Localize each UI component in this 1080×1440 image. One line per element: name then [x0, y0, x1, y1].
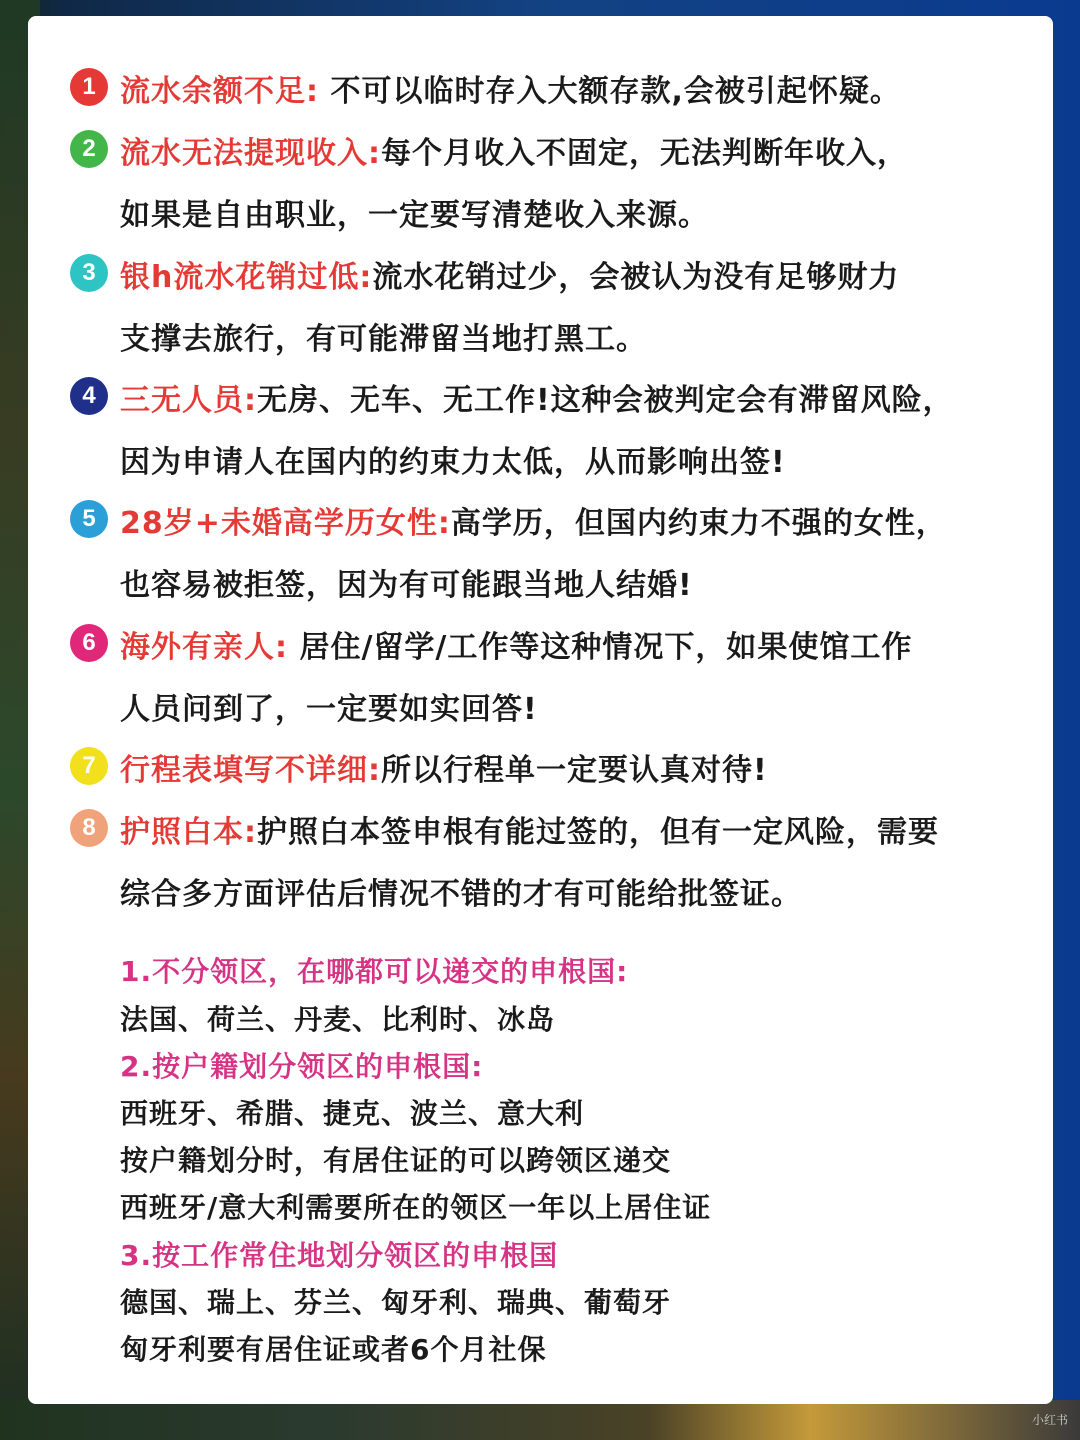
item-line: [120, 375, 954, 419]
item-title: 三无人员:: [120, 383, 257, 418]
section-line: 德国、瑞上、芬兰、匈牙利、瑞典、葡萄牙: [120, 1286, 672, 1319]
item-line: 如果是自由职业，一定要写清楚收入来源。: [120, 198, 709, 233]
item-line: [120, 252, 899, 296]
section-line: 匈牙利要有居住证或者6个月社保: [120, 1333, 547, 1366]
item-line: 人员问到了，一定要如实回答!: [120, 692, 538, 727]
item-title: 流水余额不足:: [120, 74, 319, 109]
background-bottom-edge: [0, 1400, 1080, 1440]
number-badge: 2: [70, 130, 108, 168]
section-line: 西班牙、希腊、捷克、波兰、意大利: [120, 1097, 585, 1130]
number-badge: 6: [70, 624, 108, 662]
section-line: 法国、荷兰、丹麦、比利时、冰岛: [120, 1003, 556, 1036]
item-title: 银h流水花销过低:: [120, 260, 373, 295]
number-badge: 1: [70, 68, 108, 106]
item-line: 也容易被拒签，因为有可能跟当地人结婚!: [120, 568, 693, 603]
number-badge: 4: [70, 377, 108, 415]
number-badge: 5: [70, 500, 108, 538]
item-title: 流水无法提现收入:: [120, 136, 381, 171]
item-text: 流水花销过少，会被认为没有足够财力: [372, 260, 900, 295]
item-line: 综合多方面评估后情况不错的才有可能给批签证。: [120, 877, 802, 912]
item-line: [120, 498, 947, 542]
item-text: 高学历，但国内约束力不强的女性，: [450, 506, 947, 541]
section-line: 按户籍划分时，有居住证的可以跨领区递交: [120, 1144, 672, 1177]
item-text: 无房、无车、无工作!这种会被判定会有滞留风险，: [257, 383, 954, 418]
item-title: 护照白本:: [120, 815, 257, 850]
item-line: [120, 745, 768, 789]
watermark: 小红书: [1031, 1413, 1068, 1427]
item-line: [120, 128, 908, 172]
section-title: 1.不分领区，在哪都可以递交的申根国:: [120, 955, 629, 988]
item-line: 支撑去旅行，有可能滞留当地打黑工。: [120, 322, 647, 357]
section-line: 西班牙/意大利需要所在的领区一年以上居住证: [120, 1191, 712, 1224]
item-line: [120, 807, 939, 851]
item-title: 海外有亲人:: [120, 630, 288, 665]
content-card: [28, 16, 1053, 1404]
item-text: 所以行程单一定要认真对待!: [381, 753, 768, 788]
item-title: 行程表填写不详细:: [120, 753, 381, 788]
item-line: 因为申请人在国内的约束力太低，从而影响出签!: [120, 445, 786, 480]
number-badge: 7: [70, 747, 108, 785]
item-text: 护照白本签申根有能过签的，但有一定风险，需要: [257, 815, 939, 850]
number-badge: 3: [70, 254, 108, 292]
item-line: [120, 622, 912, 666]
item-text: 居住/留学/工作等这种情况下，如果使馆工作: [288, 630, 913, 665]
item-line: [120, 66, 901, 110]
item-title: 28岁+未婚高学历女性:: [120, 506, 451, 541]
item-text: 不可以临时存入大额存款,会被引起怀疑。: [319, 74, 901, 109]
number-badge: 8: [70, 809, 108, 847]
section-title: 3.按工作常住地划分领区的申根国: [120, 1239, 559, 1272]
section-title: 2.按户籍划分领区的申根国:: [120, 1050, 484, 1083]
item-text: 每个月收入不固定，无法判断年收入，: [381, 136, 908, 171]
